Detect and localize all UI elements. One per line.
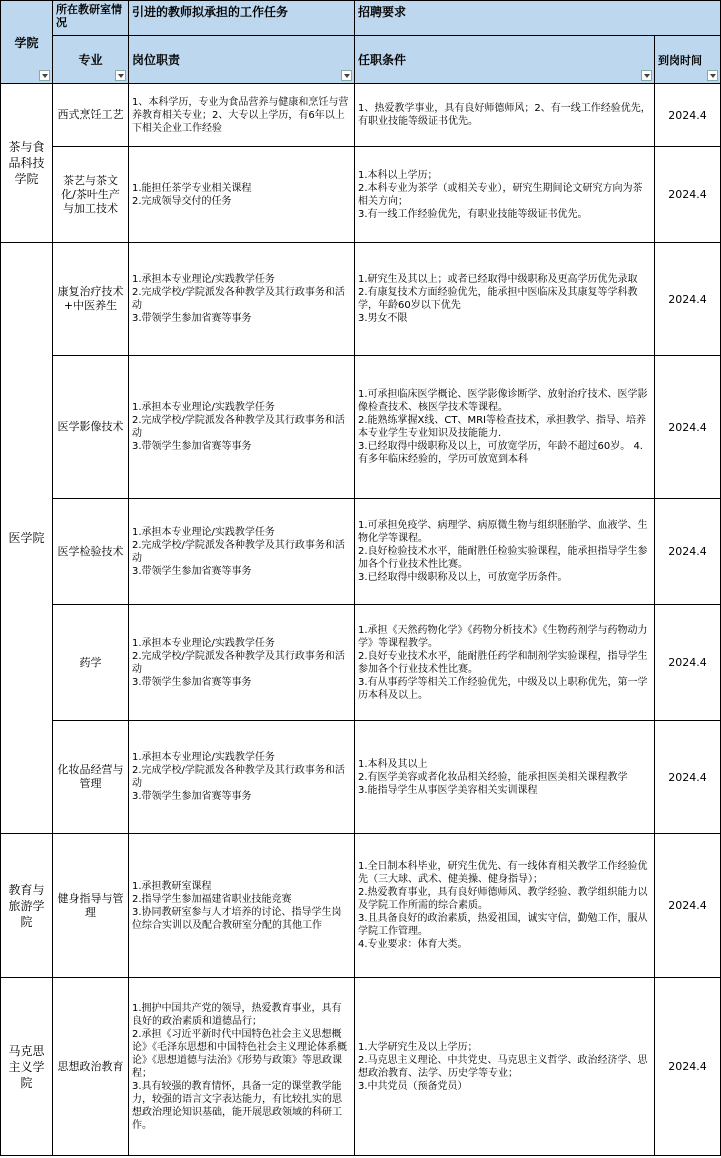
table-row <box>1 721 721 834</box>
header-conditions-label: 任职条件 <box>358 53 407 67</box>
header-college-label: 学院 <box>14 35 39 50</box>
arrival-time-cell[interactable]: 2024.4 <box>655 84 721 147</box>
college-cell[interactable]: 医学院 <box>1 243 53 834</box>
header-dept-info: 所在教研室情况 <box>53 1 129 36</box>
duty-cell[interactable]: 1.承担本专业理论/实践教学任务 2.完成学校/学院派发各种教学及其行政事务和活动 3.带领学生参加省赛等事务 <box>129 243 355 356</box>
header-major[interactable] <box>53 36 129 84</box>
table-row <box>1 147 721 243</box>
requirement-cell[interactable]: 1.研究生及其以上；或者已经取得中级职称及更高学历优先录取 2.有康复技术方面经验优先，能承担中医临床及其康复等学科教学，年龄60岁以下优先 3.男女不限 <box>355 243 655 356</box>
duty-cell[interactable]: 1.承担本专业理论/实践教学任务 2.完成学校/学院派发各种教学及其行政事务和活动 3.带领学生参加省赛等事务 <box>129 356 355 499</box>
major-cell[interactable]: 茶艺与茶文化/茶叶生产与加工技术 <box>53 147 129 243</box>
duty-cell[interactable]: 1.承担教研室课程 2.指导学生参加福建省职业技能竞赛 3.协同教研室参与人才培养的讨论、指导学生岗位综合实训以及配合教研室分配的其他工作 <box>129 834 355 978</box>
requirement-cell[interactable]: 1.大学研究生及以上学历； 2.马克思主义理论、中共党史、马克思主义哲学、政治经济学、思想政治教育、法学、历史学等专业； 3.中共党员（预备党员） <box>355 978 655 1156</box>
header-conditions[interactable] <box>355 36 655 84</box>
major-cell[interactable]: 药学 <box>53 605 129 721</box>
duty-cell[interactable]: 1、本科学历，专业为食品营养与健康和烹饪与营养教育相关专业；2、大专以上学历，有6年以上下相关企业工作经验 <box>129 84 355 147</box>
filter-dropdown-icon[interactable] <box>641 70 652 81</box>
filter-dropdown-icon[interactable] <box>341 70 352 81</box>
header-arrival[interactable] <box>655 36 721 84</box>
major-cell[interactable]: 西式烹饪工艺 <box>53 84 129 147</box>
header-requirements: 招聘要求 <box>355 1 721 36</box>
duty-cell[interactable]: 1.承担本专业理论/实践教学任务 2.完成学校/学院派发各种教学及其行政事务和活动 3.带领学生参加省赛等事务 <box>129 499 355 605</box>
table-row <box>1 499 721 605</box>
table-row <box>1 978 721 1156</box>
arrival-time-cell[interactable]: 2024.4 <box>655 978 721 1156</box>
arrival-time-cell[interactable]: 2024.4 <box>655 147 721 243</box>
header-major-label: 专业 <box>78 53 103 67</box>
table-row <box>1 834 721 978</box>
college-cell[interactable]: 教育与旅游学院 <box>1 834 53 978</box>
arrival-time-cell[interactable]: 2024.4 <box>655 834 721 978</box>
requirement-cell[interactable]: 1、热爱教学事业，具有良好师德师风；2、有一线工作经验优先，有职业技能等级证书优先。 <box>355 84 655 147</box>
table-row <box>1 84 721 147</box>
major-cell[interactable]: 健身指导与管理 <box>53 834 129 978</box>
major-cell[interactable]: 化妆品经营与管理 <box>53 721 129 834</box>
requirement-cell[interactable]: 1.可承担临床医学概论、医学影像诊断学、放射治疗技术、医学影像检查技术、核医学技术等课程。 2.能熟练掌握X线、CT、MRI等检查技术，承担教学、指导、培养本专业学生专业知识及技能能力. 3.已经取得中级职称及以上，可放宽学历，年龄不超过60岁。 4.有多年临床经验的，学历可放宽到本科 <box>355 356 655 499</box>
duty-cell[interactable]: 1.承担本专业理论/实践教学任务 2.完成学校/学院派发各种教学及其行政事务和活动 3.带领学生参加省赛等事务 <box>129 605 355 721</box>
table-row <box>1 243 721 356</box>
major-cell[interactable]: 康复治疗技术+中医养生 <box>53 243 129 356</box>
table-row <box>1 605 721 721</box>
arrival-time-cell[interactable]: 2024.4 <box>655 605 721 721</box>
duty-cell[interactable]: 1.能担任茶学专业相关课程 2.完成领导交付的任务 <box>129 147 355 243</box>
duty-cell[interactable]: 1.承担本专业理论/实践教学任务 2.完成学校/学院派发各种教学及其行政事务和活动 3.带领学生参加省赛等事务 <box>129 721 355 834</box>
college-cell[interactable]: 马克思主义学院 <box>1 978 53 1156</box>
major-cell[interactable]: 医学影像技术 <box>53 356 129 499</box>
filter-dropdown-icon[interactable] <box>707 70 718 81</box>
filter-dropdown-icon[interactable] <box>39 70 50 81</box>
header-tasks: 引进的教师拟承担的工作任务 <box>129 1 355 36</box>
arrival-time-cell[interactable]: 2024.4 <box>655 499 721 605</box>
arrival-time-cell[interactable]: 2024.4 <box>655 356 721 499</box>
requirement-cell[interactable]: 1.全日制本科毕业，研究生优先、有一线体育相关教学工作经验优先（三大球、武术、健美操、健身指导）； 2.热爱教育事业，具有良好师德师风、教学经验、教学组织能力以及学院工作所需的综合素质。 3.且具备良好的政治素质，热爱祖国，诚实守信，勤勉工作，服从学院工作管理。 4.专业要求：体育大类。 <box>355 834 655 978</box>
header-duties-label: 岗位职责 <box>132 53 181 67</box>
header-college[interactable] <box>1 1 53 84</box>
arrival-time-cell[interactable]: 2024.4 <box>655 243 721 356</box>
requirement-cell[interactable]: 1.承担《天然药物化学》《药物分析技术》《生物药剂学与药物动力学》等课程教学。 2.良好专业技术水平，能耐胜任药学和制剂学实验课程，指导学生参加各个行业技术性比赛。 3.有从事药学等相关工作经验优先，中级及以上职称优先，第一学历本科及以上。 <box>355 605 655 721</box>
requirement-cell[interactable]: 1.可承担免疫学、病理学、病原微生物与组织胚胎学、血液学、生物化学等课程。 2.良好检验技术水平，能耐胜任检验实验课程，能承担指导学生参加各个行业技术性比赛。 3.已经取得中级职称及以上，可放宽学历条件。 <box>355 499 655 605</box>
filter-dropdown-icon[interactable] <box>115 70 126 81</box>
header-arrival-label: 到岗时间 <box>658 53 702 67</box>
college-cell[interactable]: 茶与食品科技学院 <box>1 84 53 243</box>
requirement-cell[interactable]: 1.本科以上学历； 2.本科专业为茶学（或相关专业），研究生期间论文研究方向为茶相关方向； 3.有一线工作经验优先，有职业技能等级证书优先。 <box>355 147 655 243</box>
duty-cell[interactable]: 1.拥护中国共产党的领导，热爱教育事业，具有良好的政治素质和道德品行； 2.承担《习近平新时代中国特色社会主义思想概论》《毛泽东思想和中国特色社会主义理论体系概论》《思想道德与法治》《形势与政策》等思政课程； 3.具有较强的教育情怀，具备一定的课堂教学能力，较强的语言文字表达能力，有比较扎实的思想政治理论知识基础，能开展思政领域的科研工作。 <box>129 978 355 1156</box>
major-cell[interactable]: 医学检验技术 <box>53 499 129 605</box>
major-cell[interactable]: 思想政治教育 <box>53 978 129 1156</box>
requirement-cell[interactable]: 1.本科及其以上 2.有医学美容或者化妆品相关经验，能承担医美相关课程教学 3.能指导学生从事医学美容相关实训课程 <box>355 721 655 834</box>
table-row <box>1 356 721 499</box>
arrival-time-cell[interactable]: 2024.4 <box>655 721 721 834</box>
header-duties[interactable] <box>129 36 355 84</box>
